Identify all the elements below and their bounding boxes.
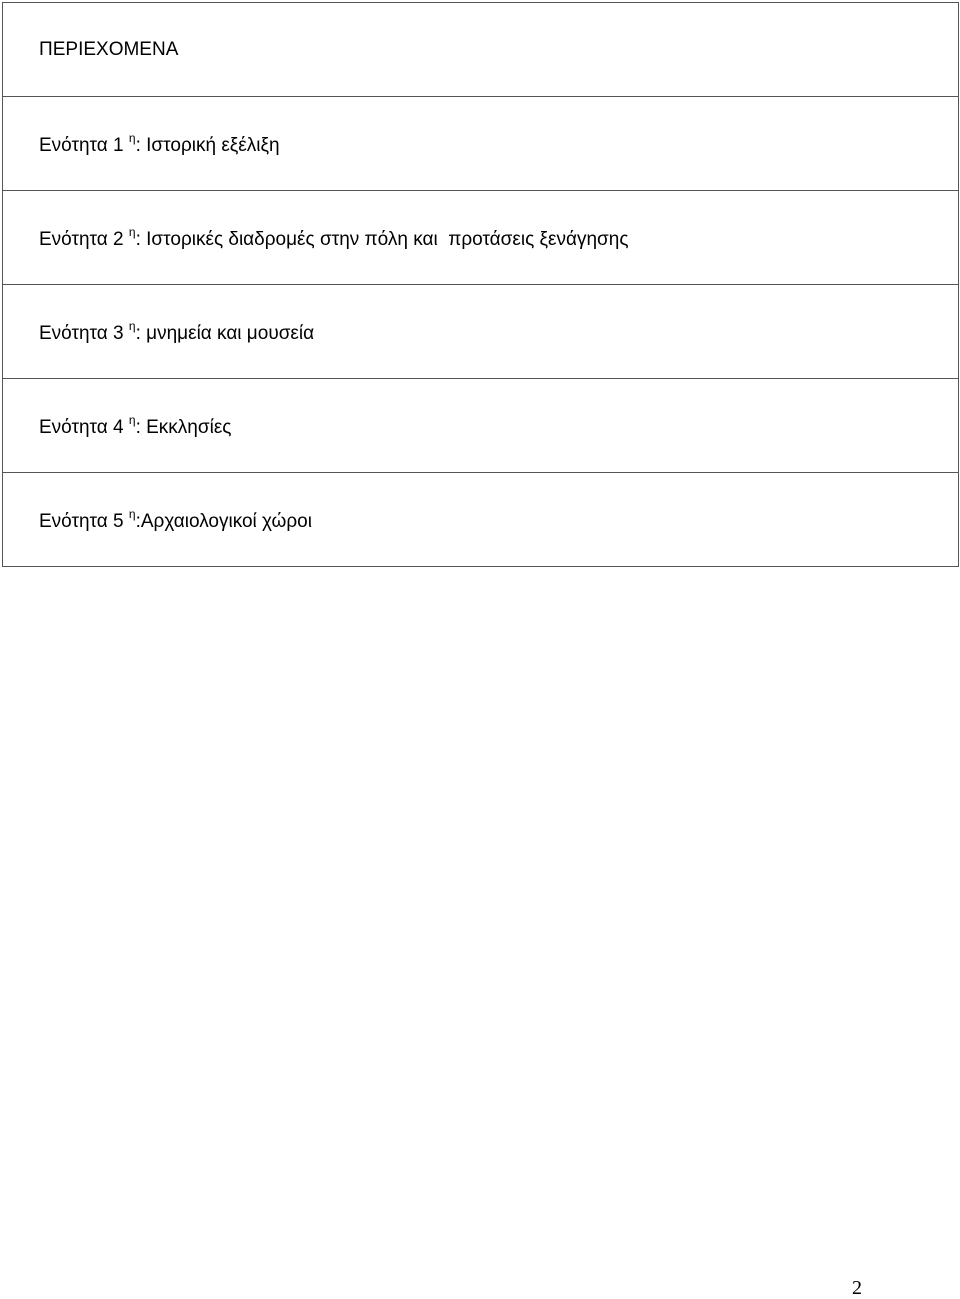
toc-row xyxy=(3,473,959,567)
section-title: : μνημεία και μουσεία xyxy=(135,323,315,344)
toc-entry-2 xyxy=(3,191,959,285)
section-prefix: Ενότητα 2 xyxy=(39,229,124,250)
toc-row xyxy=(3,285,959,379)
toc-entry-3 xyxy=(3,285,959,379)
toc-heading-row xyxy=(3,3,959,97)
section-prefix: Ενότητα 4 xyxy=(39,417,124,438)
toc-entry-4 xyxy=(3,379,959,473)
section-title: : Ιστορική εξέλιξη xyxy=(135,135,280,156)
page-number: 2 xyxy=(852,1277,862,1299)
section-title: :Αρχαιολογικοί χώροι xyxy=(135,511,312,532)
section-prefix: Ενότητα 5 xyxy=(39,511,124,532)
toc-entry-1 xyxy=(3,97,959,191)
section-ordinal: η xyxy=(128,131,136,145)
section-prefix: Ενότητα 1 xyxy=(39,135,124,156)
toc-entry-5 xyxy=(3,473,959,567)
section-ordinal: η xyxy=(128,507,136,521)
table-of-contents xyxy=(2,2,959,567)
section-ordinal: η xyxy=(128,413,136,427)
section-ordinal: η xyxy=(128,225,136,239)
toc-row xyxy=(3,191,959,285)
toc-row xyxy=(3,379,959,473)
toc-heading: ΠΕΡΙΕΧΟΜΕΝΑ xyxy=(3,3,959,97)
section-title: : Ιστορικές διαδρομές στην πόλη και προτάσεις ξενάγησης xyxy=(135,229,629,250)
section-ordinal: η xyxy=(128,319,136,333)
section-title: : Εκκλησίες xyxy=(135,417,232,438)
section-prefix: Ενότητα 3 xyxy=(39,323,124,344)
toc-row xyxy=(3,97,959,191)
